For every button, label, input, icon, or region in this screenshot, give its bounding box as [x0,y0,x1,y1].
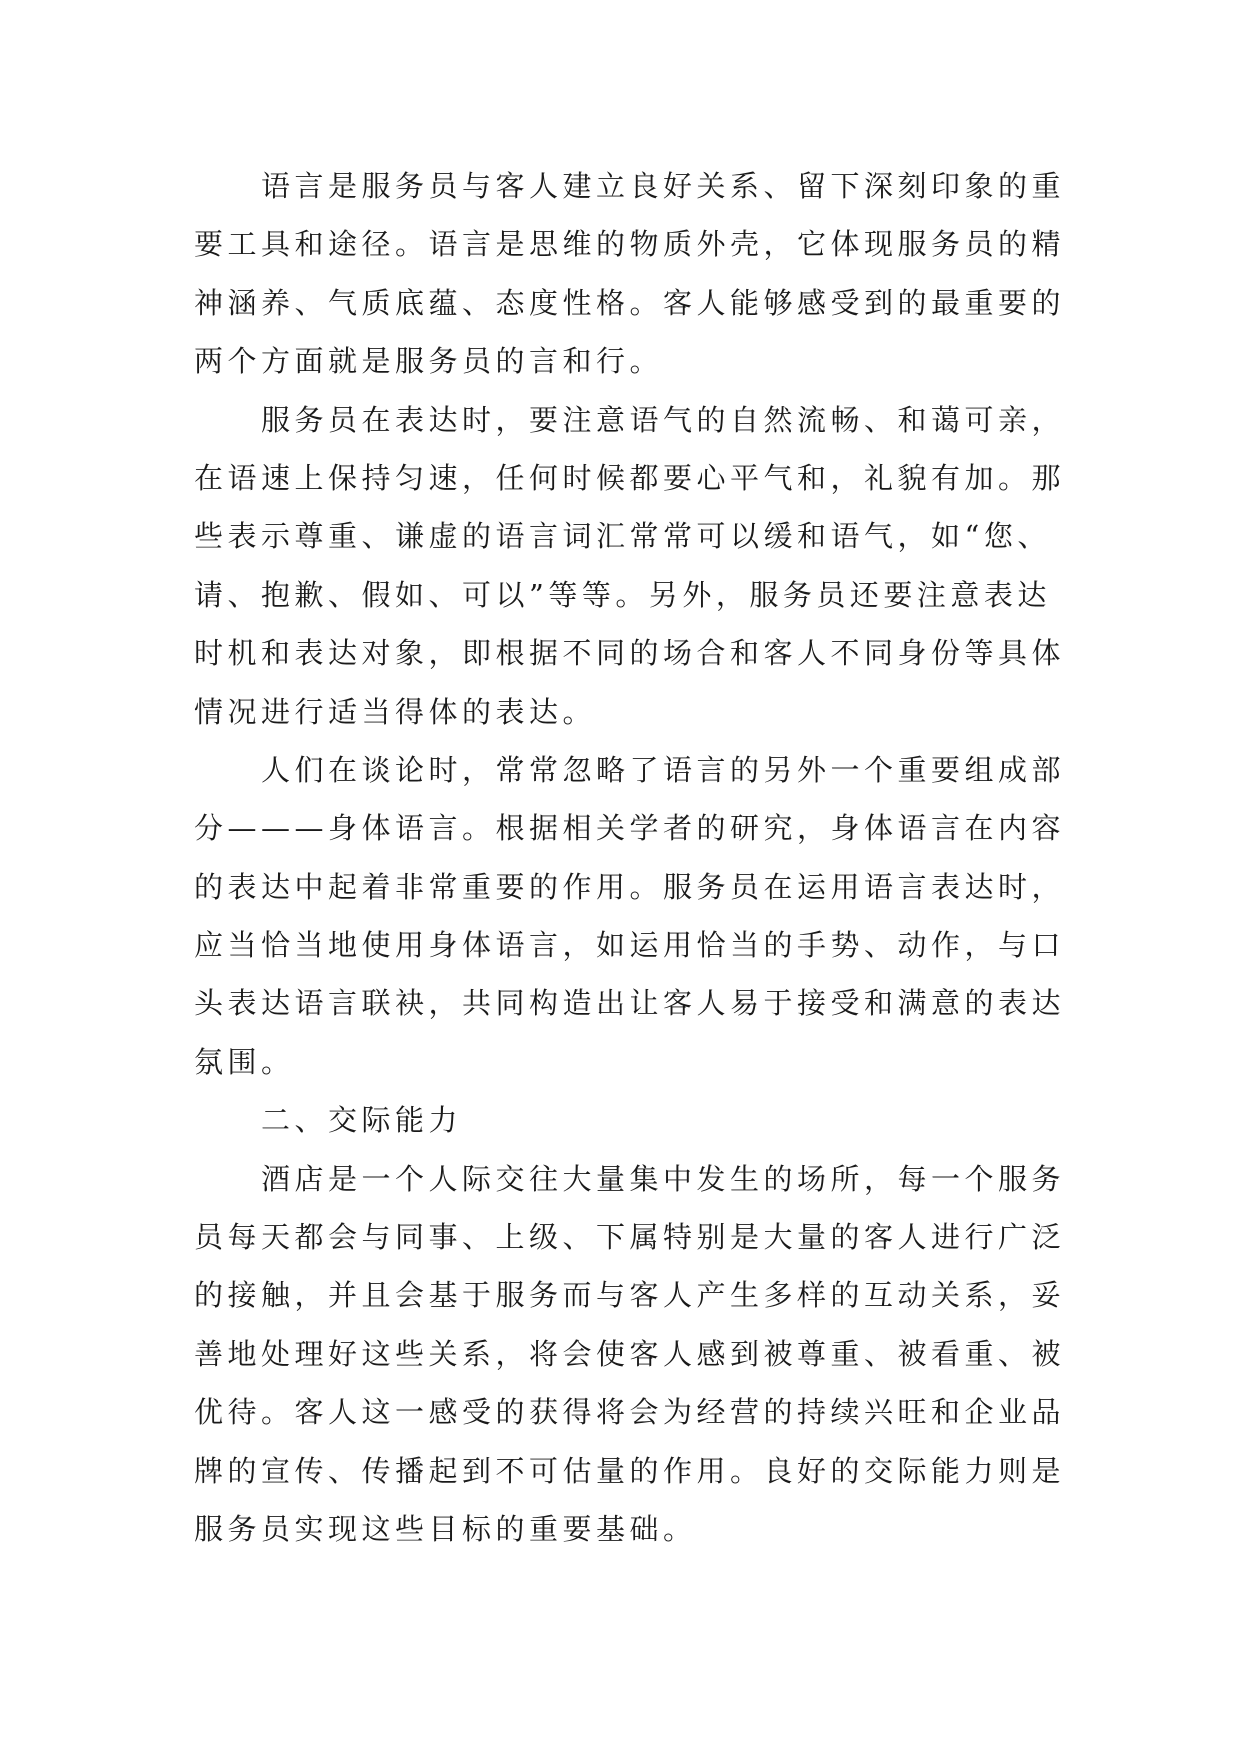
paragraph-1-line-3: 神涵养、气质底蕴、态度性格。客人能够感受到的最重要的 [194,285,1066,320]
paragraph-3-line-1: 人们在谈论时，常常忽略了语言的另外一个重要组成部 [261,752,1066,787]
paragraph-2-line-3: 些表示尊重、谦虚的语言词汇常常可以缓和语气，如“您、 [194,519,1051,554]
paragraph-3-line-6: 氛围。 [194,1044,295,1079]
paragraph-1-line-1: 语言是服务员与客人建立良好关系、留下深刻印象的重 [261,169,1066,203]
paragraph-3-line-3: 的表达中起着非常重要的作用。服务员在运用语言表达时， [194,869,1066,904]
paragraph-3-line-4: 应当恰当地使用身体语言，如运用恰当的手势、动作，与口 [194,928,1066,963]
document-body [194,157,1074,1558]
paragraph-3-line-5: 头表达语言联袂，共同构造出让客人易于接受和满意的表达 [194,986,1066,1021]
paragraph-4-line-2: 员每天都会与同事、上级、下属特别是大量的客人进行广泛 [194,1220,1066,1255]
paragraph-2-line-6: 情况进行适当得体的表达。 [194,694,597,729]
section-heading: 二、交际能力 [261,1103,463,1138]
paragraph-2-line-4: 请、抱歉、假如、可以”等等。另外，服务员还要注意表达 [194,577,1051,612]
paragraph-4-line-4: 善地处理好这些关系，将会使客人感到被尊重、被看重、被 [194,1336,1066,1371]
paragraph-4-line-1: 酒店是一个人际交往大量集中发生的场所，每一个服务 [261,1161,1066,1196]
paragraph-2-line-1: 服务员在表达时，要注意语气的自然流畅、和蔼可亲， [261,402,1066,437]
paragraph-2-line-5: 时机和表达对象，即根据不同的场合和客人不同身份等具体 [194,636,1066,671]
paragraph-1-line-4: 两个方面就是服务员的言和行。 [194,344,664,379]
paragraph-4-line-3: 的接触，并且会基于服务而与客人产生多样的互动关系，妥 [194,1278,1066,1313]
paragraph-4-line-5: 优待。客人这一感受的获得将会为经营的持续兴旺和企业品 [194,1395,1066,1430]
paragraph-4-line-7: 服务员实现这些目标的重要基础。 [194,1511,697,1546]
paragraph-4-line-6: 牌的宣传、传播起到不可估量的作用。良好的交际能力则是 [194,1453,1066,1488]
paragraph-2-line-2: 在语速上保持匀速，任何时候都要心平气和，礼貌有加。那 [194,460,1066,495]
paragraph-3-line-2: 分———身体语言。根据相关学者的研究，身体语言在内容 [194,811,1066,846]
paragraph-1-line-2: 要工具和途径。语言是思维的物质外壳，它体现服务员的精 [194,227,1066,262]
